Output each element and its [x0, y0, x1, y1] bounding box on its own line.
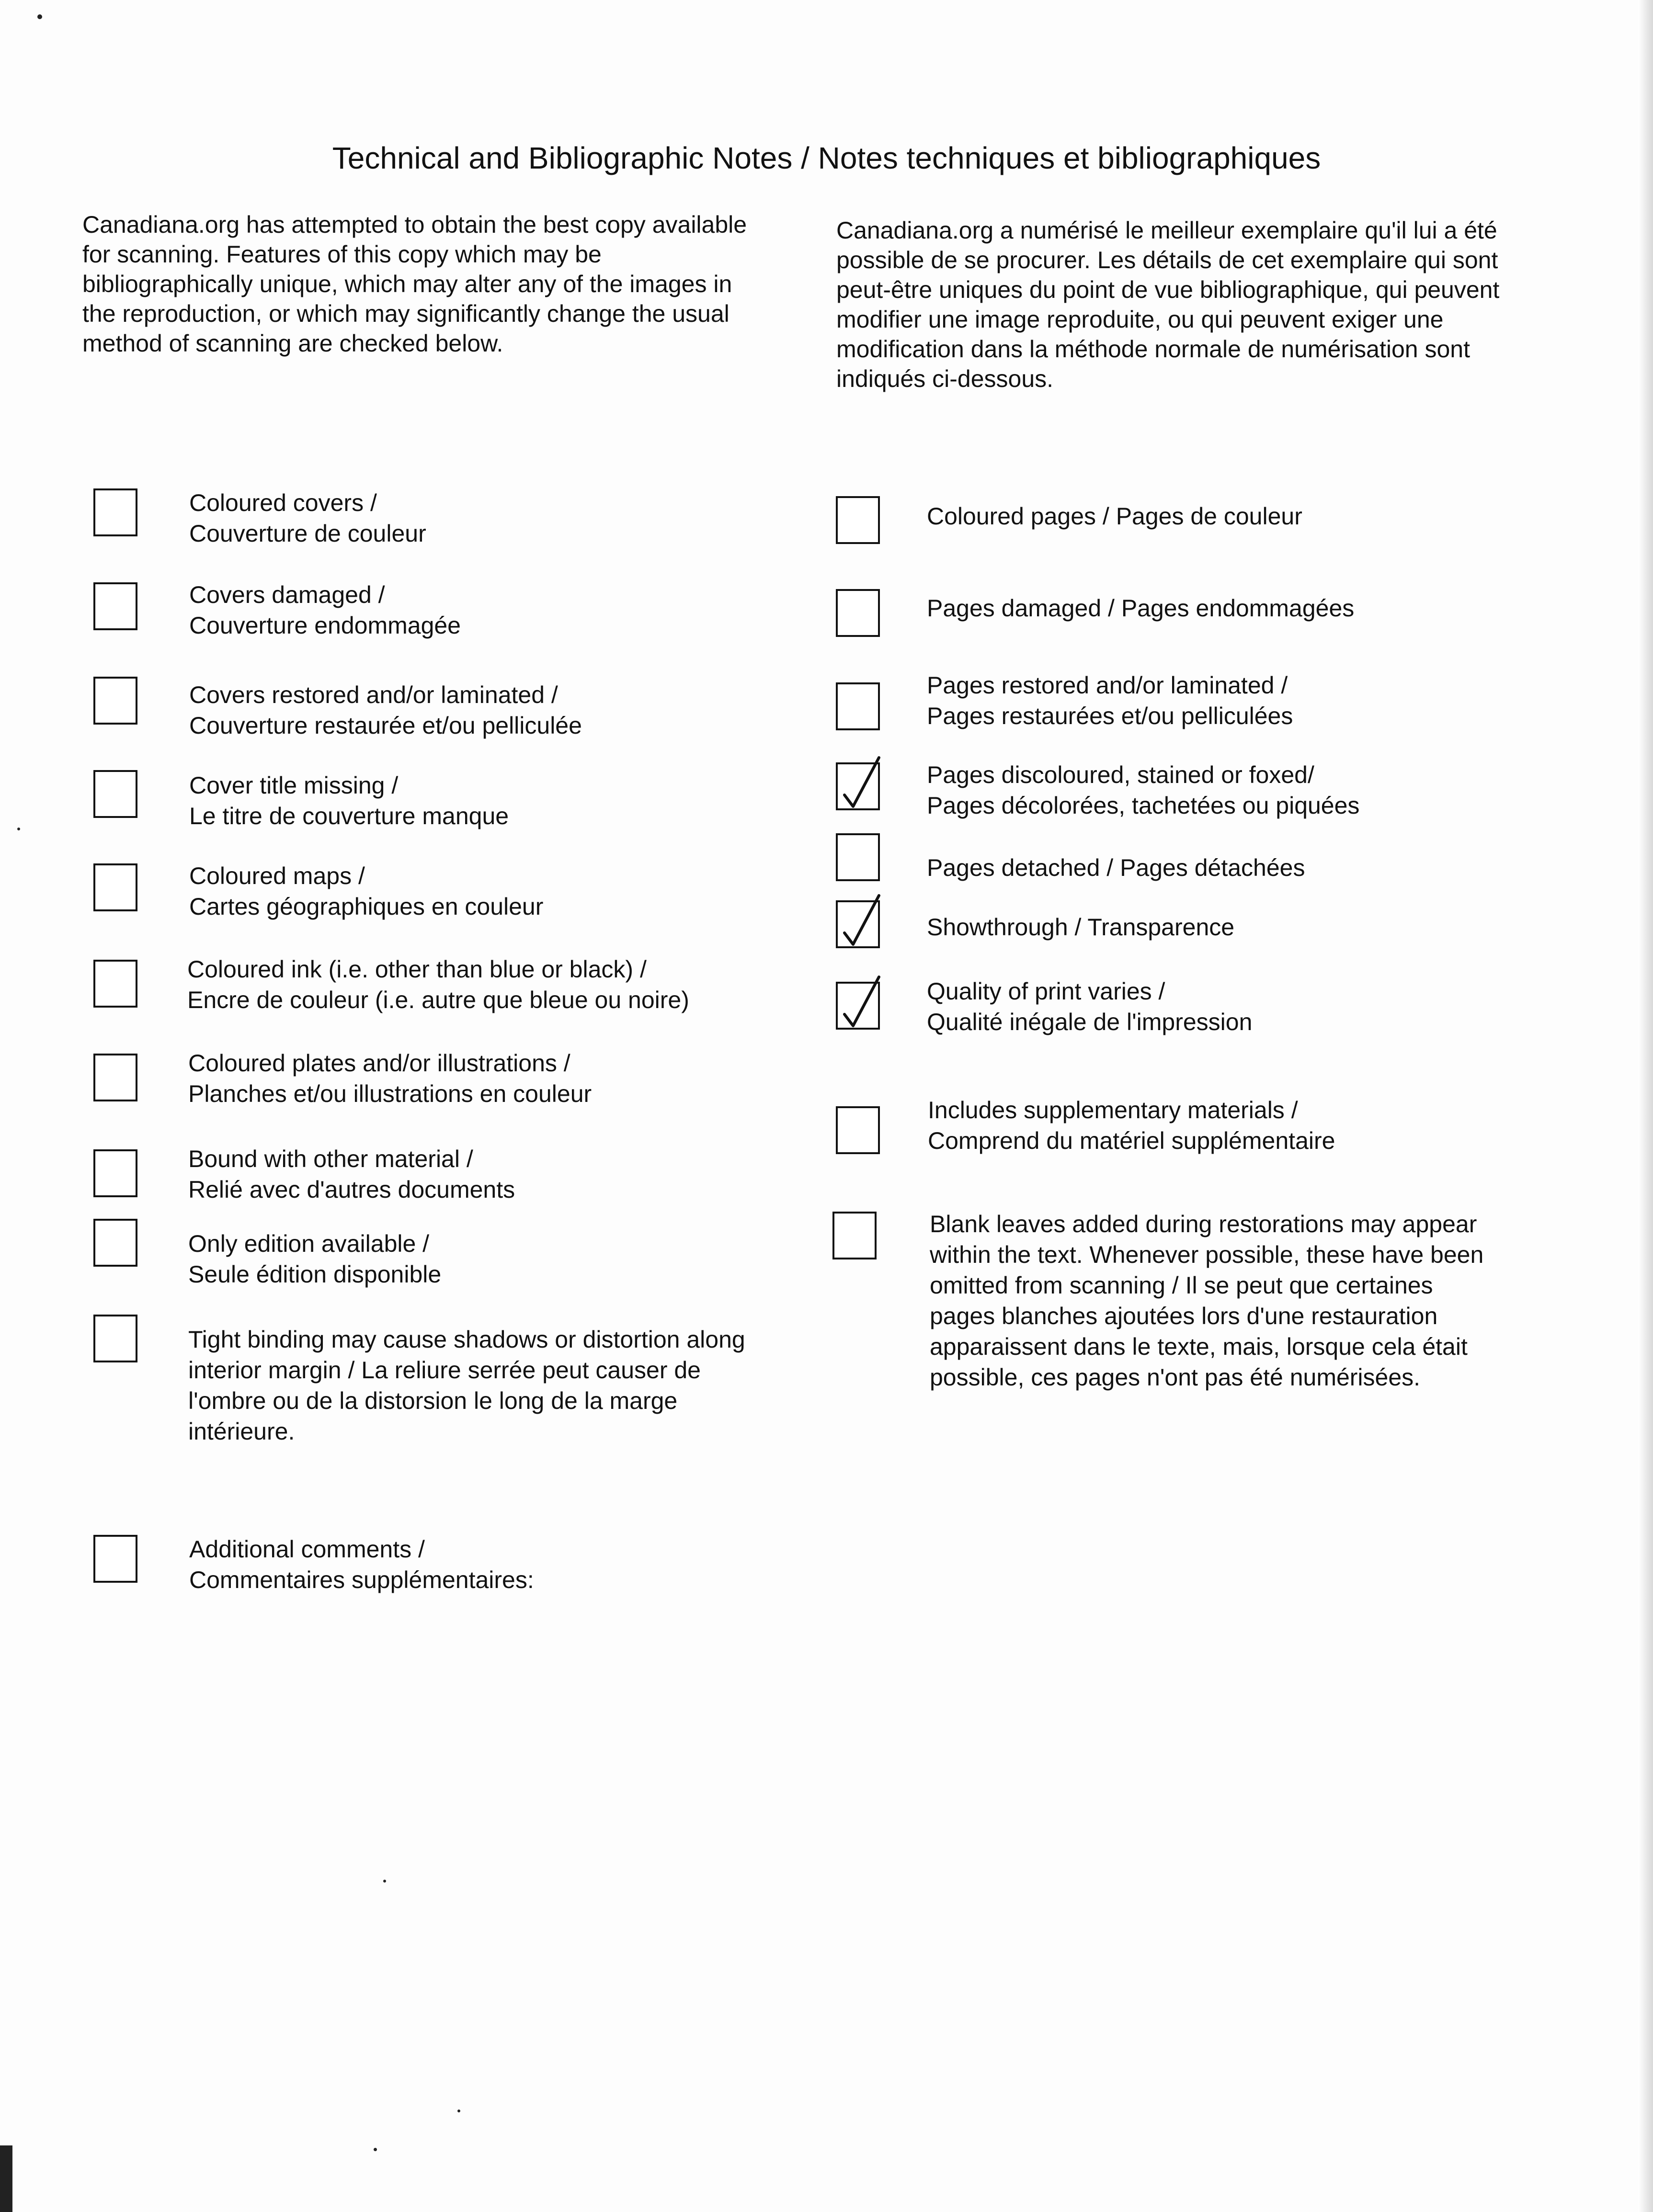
checkbox-pages-damaged[interactable] [836, 589, 880, 637]
label-line-fr: Encre de couleur (i.e. autre que bleue ou noire) [187, 987, 689, 1013]
checkbox-coloured-pages[interactable] [836, 496, 880, 544]
label-line-fr: Couverture endommagée [189, 612, 461, 639]
label-line: Pages damaged / Pages endommagées [927, 595, 1355, 622]
label-line-fr: Pages décolorées, tachetées ou piquées [927, 792, 1360, 819]
label-line-fr: Le titre de couverture manque [189, 803, 509, 829]
label-line-en: Coloured plates and/or illustrations / [188, 1050, 570, 1077]
checkbox-pages-restored[interactable] [836, 682, 880, 730]
label-blank-leaves: Blank leaves added during restorations may appear within the text. Whenever possible, these have been omitted from scanning / Il se peut que certaines pages blanches ajoutées lors d'une restauration apparaissent dans le texte, mais, lorsque cela était possible, ces pages n'ont pas été numérisées. [930, 1211, 1484, 1391]
checkbox-covers-restored[interactable] [93, 677, 137, 725]
label-line-fr: Commentaires supplémentaires: [189, 1566, 534, 1593]
checkbox-supplementary-materials[interactable] [836, 1106, 880, 1154]
label-line-fr: Couverture de couleur [189, 520, 426, 547]
intro-french: Canadiana.org a numérisé le meilleur exemplaire qu'il lui a été possible de se procurer. Les détails de cet exemplaire qui sont peut-être uniques du point de vue bibliographique, qui peuvent modifier une image reproduite, ou qui peuvent exiger une modification dans la méthode normale de numérisation sont indiqués ci-dessous. [836, 217, 1500, 392]
label-line-en: Coloured maps / [189, 862, 365, 889]
checkbox-coloured-maps[interactable] [93, 863, 137, 911]
checkbox-showthrough[interactable] [836, 900, 880, 948]
checkbox-only-edition[interactable] [93, 1219, 137, 1267]
checkbox-cover-title-missing[interactable] [93, 770, 137, 818]
label-line-fr: Relié avec d'autres documents [188, 1176, 515, 1203]
label-line: Showthrough / Transparence [927, 914, 1235, 941]
label-line-en: Only edition available / [188, 1230, 430, 1257]
intro-english: Canadiana.org has attempted to obtain the best copy available for scanning. Features of this copy which may be bibliographically unique, which may alter any of the images in the reproduction, or which may significantly change the usual method of scanning are checked below. [82, 211, 747, 357]
scan-speck [37, 14, 42, 19]
checkbox-quality-varies[interactable] [836, 982, 880, 1030]
label-line-fr: Comprend du matériel supplémentaire [928, 1127, 1335, 1154]
scan-edge-shadow [0, 2145, 12, 2212]
scan-speck [374, 2148, 377, 2151]
checkbox-blank-leaves[interactable] [832, 1212, 877, 1259]
checkmark-icon [841, 756, 881, 813]
label-line-en: Additional comments / [189, 1536, 425, 1563]
scan-speck [457, 2110, 460, 2112]
checkbox-coloured-ink[interactable] [93, 960, 137, 1008]
checkbox-coloured-covers[interactable] [93, 488, 137, 536]
scan-speck [383, 1880, 386, 1883]
checkbox-tight-binding[interactable] [93, 1315, 137, 1362]
scan-speck [17, 828, 20, 830]
label-line-en: Cover title missing / [189, 772, 399, 799]
label-line-fr: Pages restaurées et/ou pelliculées [927, 703, 1293, 729]
label-line-en: Covers damaged / [189, 581, 385, 608]
checkbox-additional-comments[interactable] [93, 1535, 137, 1583]
label-line-en: Pages restored and/or laminated / [927, 672, 1288, 699]
label-line-fr: Cartes géographiques en couleur [189, 893, 544, 920]
label-line-fr: Planches et/ou illustrations en couleur [188, 1080, 592, 1107]
label-line-en: Includes supplementary materials / [928, 1097, 1298, 1123]
scan-edge-shadow [1638, 0, 1653, 2212]
label-tight-binding: Tight binding may cause shadows or distortion along interior margin / La reliure serrée peut causer de l'ombre ou de la distorsion le long de la marge intérieure. [188, 1326, 745, 1445]
checkbox-coloured-plates[interactable] [93, 1054, 137, 1101]
label-line-en: Covers restored and/or laminated / [189, 681, 558, 708]
label-line-en: Coloured covers / [189, 489, 377, 516]
checkmark-icon [841, 894, 881, 951]
checkbox-covers-damaged[interactable] [93, 582, 137, 630]
checkbox-pages-detached[interactable] [836, 833, 880, 881]
label-line-fr: Qualité inégale de l'impression [927, 1009, 1253, 1035]
page-title: Technical and Bibliographic Notes / Notes techniques et bibliographiques [332, 141, 1321, 175]
label-line: Coloured pages / Pages de couleur [927, 503, 1302, 530]
label-line-fr: Seule édition disponible [188, 1261, 442, 1288]
label-line-en: Bound with other material / [188, 1146, 473, 1172]
label-line-fr: Couverture restaurée et/ou pelliculée [189, 712, 582, 739]
label-line-en: Quality of print varies / [927, 978, 1165, 1005]
checkbox-pages-discoloured[interactable] [836, 762, 880, 810]
checkbox-bound-with[interactable] [93, 1149, 137, 1197]
label-line-en: Pages discoloured, stained or foxed/ [927, 761, 1314, 788]
label-line: Pages detached / Pages détachées [927, 854, 1305, 881]
label-line-en: Coloured ink (i.e. other than blue or black) / [187, 956, 647, 983]
checkmark-icon [841, 975, 881, 1032]
